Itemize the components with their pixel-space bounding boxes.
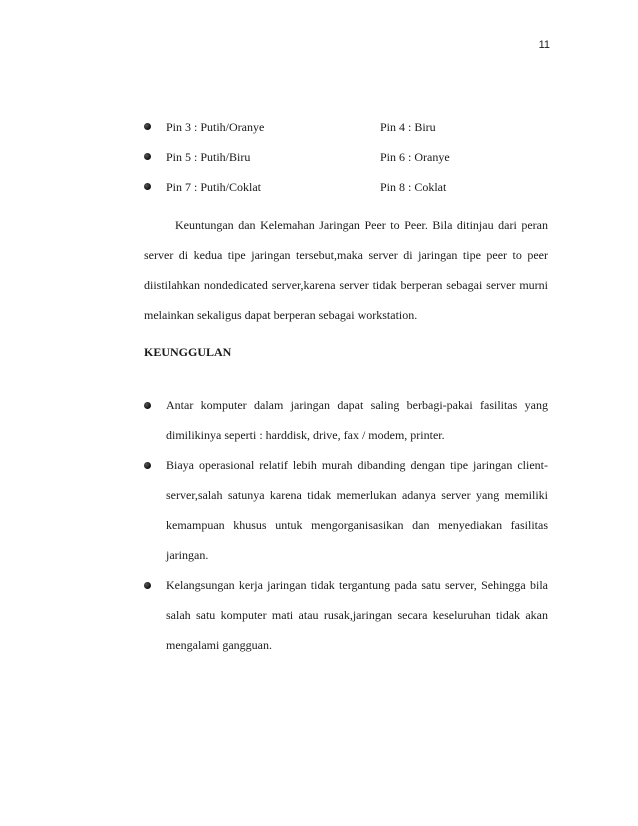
pin-row	[144, 118, 556, 148]
pin-label-right: Pin 4 : Biru	[380, 120, 436, 134]
bullet-icon	[144, 462, 151, 469]
body-paragraph: Keuntungan dan Kelemahan Jaringan Peer to Peer. Bila ditinjau dari peran server di kedua tipe jaringan tersebut,maka server di jaringan tipe peer to peer diistilahkan nondedicated server,karena server tidak berperan sebagai server murni melainkan sekaligus dapat berperan sebagai workstation.	[144, 218, 548, 322]
list-item	[144, 390, 548, 450]
pin-row	[144, 148, 556, 178]
pin-label-left: Pin 5 : Putih/Biru	[166, 150, 251, 164]
list-item-text: Antar komputer dalam jaringan dapat saling berbagi-pakai fasilitas yang dimilikinya seperti : harddisk, drive, fax / modem, printer.	[166, 398, 548, 442]
list-item	[144, 450, 548, 570]
pin-row	[144, 178, 556, 208]
pin-list	[144, 118, 556, 208]
bullet-icon	[144, 402, 151, 409]
list-item-text: Kelangsungan kerja jaringan tidak tergantung pada satu server, Sehingga bila salah satu komputer mati atau rusak,jaringan secara keseluruhan tidak akan mengalami gangguan.	[166, 578, 548, 652]
list-item	[144, 570, 548, 660]
pin-label-right: Pin 6 : Oranye	[380, 150, 450, 164]
bullet-icon	[144, 123, 151, 130]
section-heading: KEUNGGULAN	[144, 345, 232, 359]
page-number: 11	[538, 39, 550, 51]
bullet-icon	[144, 183, 151, 190]
pin-label-left: Pin 7 : Putih/Coklat	[166, 180, 262, 194]
bullet-icon	[144, 582, 151, 589]
advantages-list	[144, 390, 548, 660]
pin-label-right: Pin 8 : Coklat	[380, 180, 447, 194]
pin-label-left: Pin 3 : Putih/Oranye	[166, 120, 265, 134]
bullet-icon	[144, 153, 151, 160]
list-item-text: Biaya operasional relatif lebih murah dibanding dengan tipe jaringan client-server,salah satunya karena tidak memerlukan adanya server yang memiliki kemampuan khusus untuk mengorganisasikan dan menyediakan fasilitas jaringan.	[166, 458, 548, 562]
